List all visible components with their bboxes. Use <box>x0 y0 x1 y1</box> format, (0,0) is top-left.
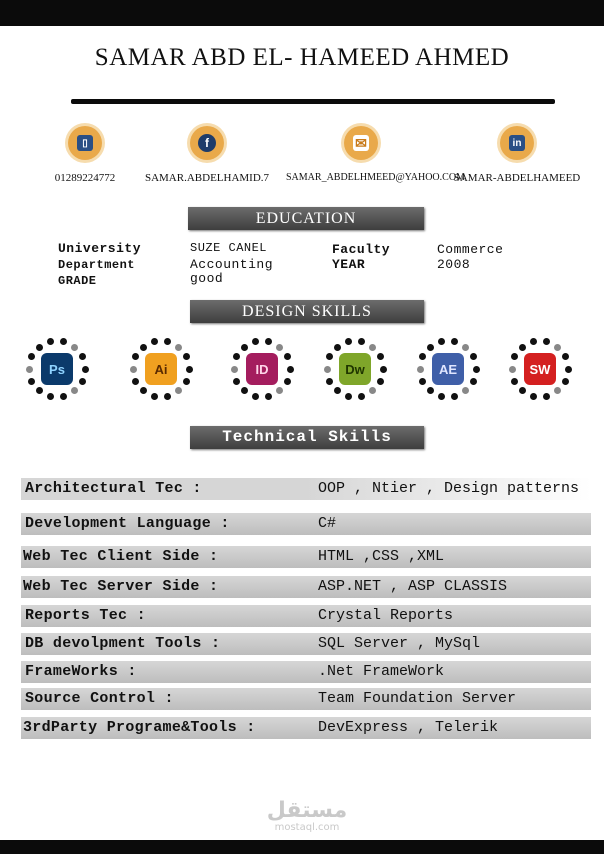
ring-dot <box>183 378 190 385</box>
row-key: Architectural Tec : <box>25 480 202 497</box>
ring-dot <box>265 338 272 345</box>
table-row <box>21 478 591 500</box>
skill-solidworks <box>508 337 572 401</box>
row-key: Web Tec Client Side : <box>23 548 219 565</box>
ring-dot <box>276 344 283 351</box>
ring-dot <box>565 366 572 373</box>
ring-dot <box>287 366 294 373</box>
ring-dot <box>265 393 272 400</box>
table-row <box>21 605 591 627</box>
ring-dot <box>530 338 537 345</box>
phone-icon: ▯ <box>68 126 102 160</box>
faculty-label: Faculty <box>332 242 391 257</box>
ring-dot <box>369 344 376 351</box>
ring-dot <box>324 366 331 373</box>
ring-dot <box>130 366 137 373</box>
linkedin-text: SAMAR-ABDELHAMEED <box>453 172 581 184</box>
solidworks-icon: SW <box>524 353 556 385</box>
contact-linkedin <box>442 126 592 184</box>
table-row <box>21 688 591 710</box>
ring-dot <box>554 387 561 394</box>
ring-dot <box>345 393 352 400</box>
ring-dot <box>132 353 139 360</box>
row-value: SQL Server , MySql <box>318 635 481 652</box>
after-effects-icon: AE <box>432 353 464 385</box>
facebook-icon: f <box>190 126 224 160</box>
ring-dot <box>164 393 171 400</box>
department-value: Accounting <box>190 257 274 272</box>
ring-dot <box>186 366 193 373</box>
row-value: Team Foundation Server <box>318 690 517 707</box>
ring-dot <box>562 353 569 360</box>
ring-dot <box>377 353 384 360</box>
ring-dot <box>462 387 469 394</box>
ring-dot <box>26 366 33 373</box>
table-row <box>21 633 591 655</box>
ring-dot <box>36 344 43 351</box>
row-value: C# <box>318 515 337 532</box>
ring-dot <box>438 338 445 345</box>
ring-dot <box>470 378 477 385</box>
year-value: 2008 <box>437 257 471 272</box>
design-skills-heading: DESIGN SKILLS <box>190 300 424 323</box>
table-row <box>21 717 591 739</box>
ring-dot <box>427 344 434 351</box>
ring-dot <box>562 378 569 385</box>
dreamweaver-icon: Dw <box>339 353 371 385</box>
grade-value: good <box>190 271 224 286</box>
ring-dot <box>140 387 147 394</box>
education-heading: EDUCATION <box>188 207 424 230</box>
row-value: OOP , Ntier , Design patterns <box>318 480 580 497</box>
ring-dot <box>284 353 291 360</box>
table-row <box>21 661 591 683</box>
row-key: Web Tec Server Side : <box>23 578 219 595</box>
row-value: .Net FrameWork <box>318 663 445 680</box>
ring-dot <box>380 366 387 373</box>
ring-dot <box>71 387 78 394</box>
ring-dot <box>60 338 67 345</box>
indesign-icon: ID <box>246 353 278 385</box>
ring-dot <box>345 338 352 345</box>
skill-photoshop <box>25 337 89 401</box>
ring-dot <box>151 393 158 400</box>
ring-dot <box>132 378 139 385</box>
ring-dot <box>377 378 384 385</box>
ring-dot <box>175 387 182 394</box>
candidate-name: SAMAR ABD EL- HAMEED AHMED <box>94 44 510 71</box>
ring-dot <box>71 344 78 351</box>
ring-dot <box>175 344 182 351</box>
university-value: SUZE CANEL <box>190 241 268 255</box>
ring-dot <box>241 387 248 394</box>
ring-dot <box>36 387 43 394</box>
ring-dot <box>358 393 365 400</box>
grade-label: GRADE <box>58 274 97 288</box>
row-key: 3rdParty Programe&Tools : <box>23 719 256 736</box>
ring-dot <box>326 353 333 360</box>
top-bar <box>0 0 604 26</box>
university-label: University <box>58 241 142 256</box>
watermark-arabic: مستقل <box>266 798 348 823</box>
ring-dot <box>509 366 516 373</box>
ring-dot <box>233 353 240 360</box>
ring-dot <box>451 393 458 400</box>
ring-dot <box>462 344 469 351</box>
ring-dot <box>151 338 158 345</box>
ring-dot <box>284 378 291 385</box>
ring-dot <box>164 338 171 345</box>
table-row <box>21 513 591 535</box>
ring-dot <box>47 393 54 400</box>
ring-dot <box>60 393 67 400</box>
contact-facebook <box>132 126 282 184</box>
table-row <box>21 546 591 568</box>
skill-illustrator <box>129 337 193 401</box>
skill-dreamweaver <box>323 337 387 401</box>
ring-dot <box>554 344 561 351</box>
ring-dot <box>543 393 550 400</box>
technical-skills-heading: Technical Skills <box>190 426 424 449</box>
faculty-value: Commerce <box>437 242 504 257</box>
ring-dot <box>28 353 35 360</box>
ring-dot <box>473 366 480 373</box>
ring-dot <box>252 338 259 345</box>
department-label: Department <box>58 258 136 272</box>
ring-dot <box>276 387 283 394</box>
ring-dot <box>519 344 526 351</box>
facebook-text: SAMAR.ABDELHAMID.7 <box>144 172 270 184</box>
contact-email <box>286 126 465 183</box>
row-key: DB devolpment Tools : <box>25 635 221 652</box>
row-value: HTML ,CSS ,XML <box>318 548 445 565</box>
ring-dot <box>543 338 550 345</box>
row-value: DevExpress , Telerik <box>318 719 499 736</box>
ring-dot <box>183 353 190 360</box>
ring-dot <box>451 338 458 345</box>
ring-dot <box>530 393 537 400</box>
ring-dot <box>233 378 240 385</box>
title-rule <box>71 99 555 104</box>
ring-dot <box>47 338 54 345</box>
ring-dot <box>358 338 365 345</box>
photoshop-icon: Ps <box>41 353 73 385</box>
row-value: Crystal Reports <box>318 607 454 624</box>
watermark <box>262 800 352 833</box>
ring-dot <box>79 378 86 385</box>
ring-dot <box>28 378 35 385</box>
ring-dot <box>140 344 147 351</box>
row-value: ASP.NET , ASP CLASSIS <box>318 578 508 595</box>
watermark-latin: mostaql.com <box>274 822 340 833</box>
bottom-bar <box>0 840 604 854</box>
skill-indesign <box>230 337 294 401</box>
ring-dot <box>326 378 333 385</box>
ring-dot <box>334 344 341 351</box>
ring-dot <box>427 387 434 394</box>
linkedin-icon: in <box>500 126 534 160</box>
phone-text: 01289224772 <box>54 172 116 184</box>
ring-dot <box>231 366 238 373</box>
ring-dot <box>417 366 424 373</box>
year-label: YEAR <box>332 257 366 272</box>
row-key: Development Language : <box>25 515 230 532</box>
row-key: Reports Tec : <box>25 607 146 624</box>
email-text: SAMAR_ABDELHMEED@YAHOO.COM <box>286 172 465 183</box>
illustrator-icon: Ai <box>145 353 177 385</box>
row-key: FrameWorks : <box>25 663 137 680</box>
ring-dot <box>334 387 341 394</box>
ring-dot <box>369 387 376 394</box>
ring-dot <box>511 378 518 385</box>
ring-dot <box>470 353 477 360</box>
row-key: Source Control : <box>25 690 174 707</box>
ring-dot <box>82 366 89 373</box>
ring-dot <box>511 353 518 360</box>
ring-dot <box>419 378 426 385</box>
mail-icon: ✉ <box>344 126 378 160</box>
ring-dot <box>79 353 86 360</box>
ring-dot <box>241 344 248 351</box>
table-row <box>21 576 591 598</box>
ring-dot <box>419 353 426 360</box>
ring-dot <box>252 393 259 400</box>
ring-dot <box>519 387 526 394</box>
ring-dot <box>438 393 445 400</box>
skill-after-effects <box>416 337 480 401</box>
